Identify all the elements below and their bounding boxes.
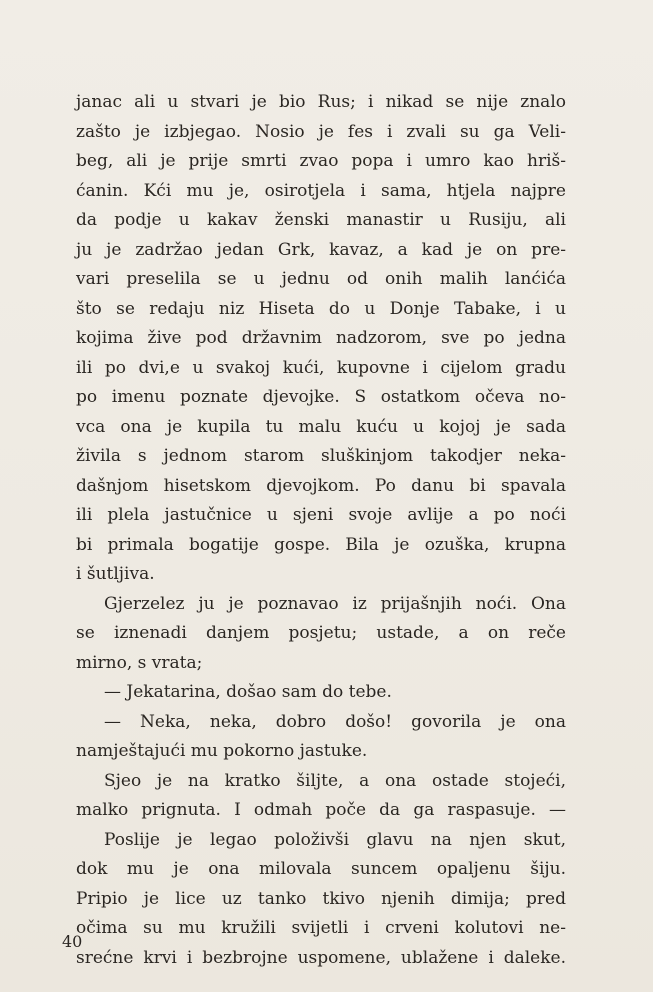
text-line: dok mu je ona milovala suncem opaljenu šiju. xyxy=(76,859,566,879)
text-line: ili po dvi,e u svakoj kući, kupovne i cijelom gradu xyxy=(76,357,566,378)
text-line: po imenu poznate djevojke. S ostatkom očeva no- xyxy=(76,387,566,407)
text-line: malko prignuta. I odmah poče da ga raspasuje. — xyxy=(76,800,566,820)
text-line: se iznenadi danjem posjetu; ustade, a on reče xyxy=(76,623,566,643)
text-line: Pripio je lice uz tanko tkivo njenih dimija; pred xyxy=(76,888,566,909)
text-line: da podje u kakav ženski manastir u Rusiju, ali xyxy=(76,210,566,230)
text-line: i šutljiva. xyxy=(76,564,155,584)
text-line: beg, ali je prije smrti zvao popa i umro kao hriš- xyxy=(76,151,566,171)
text-line: što se redaju niz Hiseta do u Donje Tabake, i u xyxy=(76,298,566,319)
text-line: mirno, s vrata; xyxy=(76,652,203,673)
text-line: živila s jednom starom sluškinjom takodjer neka- xyxy=(76,446,566,466)
text-line: namještajući mu pokorno jastuke. xyxy=(76,741,368,761)
text-line: vari preselila se u jednu od onih malih lanćića xyxy=(76,269,566,289)
text-line: zašto je izbjegao. Nosio je fes i zvali su ga Veli- xyxy=(76,121,566,142)
text-line: dašnjom hisetskom djevojkom. Po danu bi spavala xyxy=(76,475,566,496)
text-line: srećne krvi i bezbrojne uspomene, ublažene i daleke. xyxy=(76,947,566,968)
text-line: vca ona je kupila tu malu kuću u kojoj je sada xyxy=(76,416,566,437)
text-line: Gjerzelez ju je poznavao iz prijašnjih noći. Ona xyxy=(104,593,566,614)
page-number: 40 xyxy=(62,932,83,951)
text-line: Sjeo je na kratko šiljte, a ona ostade stojeći, xyxy=(104,770,566,791)
text-line: ili plela jastučnice u sjeni svoje avlije a po noći xyxy=(76,505,566,525)
text-line: kojima žive pod državnim nadzorom, sve po jedna xyxy=(76,328,566,348)
text-line: ćanin. Kći mu je, osirotjela i sama, htjela najpre xyxy=(76,180,566,201)
text-line: očima su mu kružili svijetli i crveni kolutovi ne- xyxy=(76,918,566,938)
text-line: ju je zadržao jedan Grk, kavaz, a kad je on pre- xyxy=(76,239,566,260)
text-line: — Neka, neka, dobro došo! govorila je ona xyxy=(104,711,566,732)
text-line: — Jekatarina, došao sam do tebe. xyxy=(104,682,392,702)
text-line: janac ali u stvari je bio Rus; i nikad se nije znalo xyxy=(76,92,566,112)
body-text xyxy=(76,88,566,973)
text-line: Poslije je legao položivši glavu na njen skut, xyxy=(104,829,566,850)
text-line: bi primala bogatije gospe. Bila je ozuška, krupna xyxy=(76,534,566,555)
